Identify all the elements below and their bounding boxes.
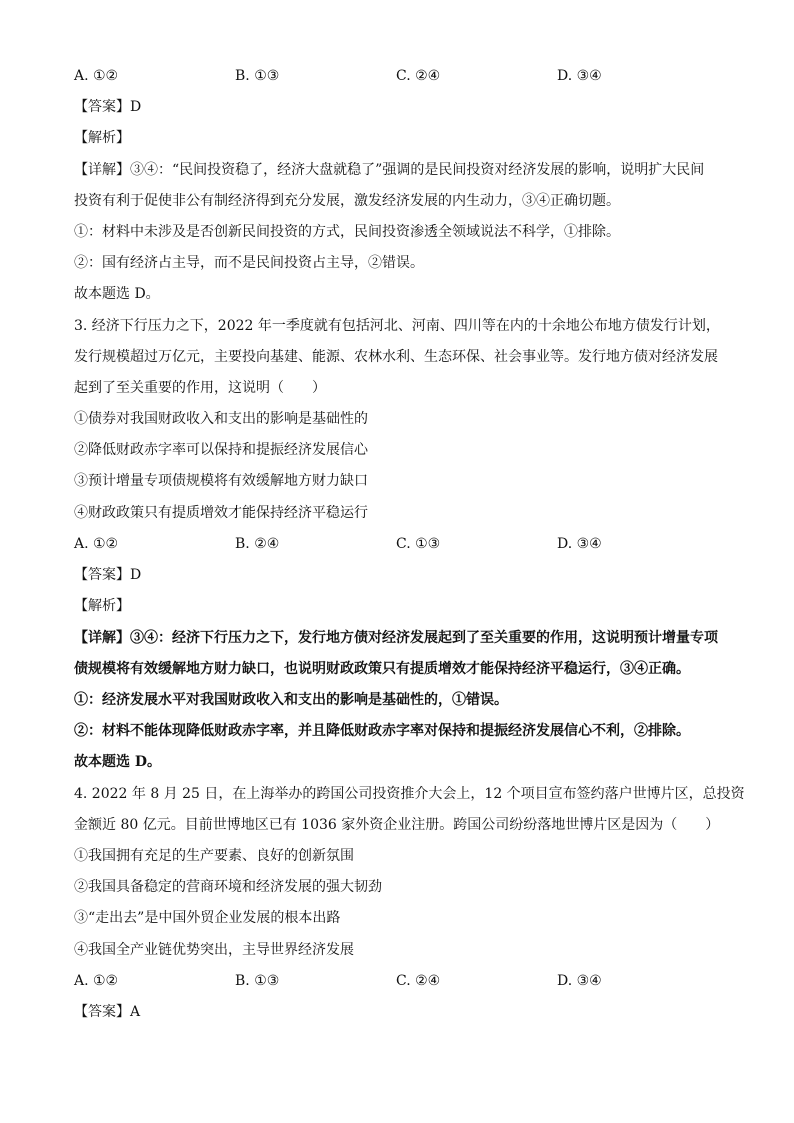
q4-item-3: ③“走出去”是中国外贸企业发展的根本出路 xyxy=(74,910,341,926)
q2-detail-4: ②：国有经济占主导，而不是民间投资占主导，②错误。 xyxy=(74,255,424,271)
q4-item-2: ②我国具备稳定的营商环境和经济发展的强大韧劲 xyxy=(74,879,382,895)
q2-answer: 【答案】D xyxy=(74,99,142,115)
option-c: C. ①③ xyxy=(396,536,441,552)
q3-detail-4: ②：材料不能体现降低财政赤字率，并且降低财政赤字率对保持和提振经济发展信心不利，②排除。 xyxy=(74,723,690,739)
q4-options xyxy=(74,971,720,991)
option-d: D. ③④ xyxy=(557,68,602,84)
q3-item-3: ③预计增量专项债规模将有效缓解地方财力缺口 xyxy=(74,473,368,489)
option-a: A. ①② xyxy=(74,536,119,552)
q3-conclusion: 故本题选 D。 xyxy=(74,754,162,770)
option-a: A. ①② xyxy=(74,973,119,989)
q3-detail-2: 债规模将有效缓解地方财力缺口，也说明财政政策只有提质增效才能保持经济平稳运行，③④正确。 xyxy=(74,661,690,677)
q2-detail-3: ①：材料中未涉及是否创新民间投资的方式，民间投资渗透全领域说法不科学，①排除。 xyxy=(74,224,620,240)
q3-detail-3: ①：经济发展水平对我国财政收入和支出的影响是基础性的，①错误。 xyxy=(74,692,508,708)
q3-stem-1: 3. 经济下行压力之下，2022 年一季度就有包括河北、河南、四川等在内的十余地公布地方债发行计划， xyxy=(74,318,720,334)
q2-options xyxy=(74,66,720,86)
q2-detail-2: 投资有利于促使非公有制经济得到充分发展，激发经济发展的内生动力，③④正确切题。 xyxy=(74,193,620,209)
option-b: B. ①③ xyxy=(235,68,280,84)
q3-options xyxy=(74,534,720,554)
option-d: D. ③④ xyxy=(557,536,602,552)
option-b: B. ①③ xyxy=(235,973,280,989)
q4-stem-2: 金额近 80 亿元。目前世博地区已有 1036 家外资企业注册。跨国公司纷纷落地世博片区是因为（ ） xyxy=(74,817,720,833)
q3-stem-3: 起到了至关重要的作用，这说明（ ） xyxy=(74,380,326,396)
q4-item-4: ④我国全产业链优势突出，主导世界经济发展 xyxy=(74,942,354,958)
q3-item-4: ④财政政策只有提质增效才能保持经济平稳运行 xyxy=(74,505,368,521)
q3-answer: 【答案】D xyxy=(74,567,142,583)
q3-stem-2: 发行规模超过万亿元，主要投向基建、能源、农林水利、生态环保、社会事业等。发行地方债对经济发展 xyxy=(74,349,718,365)
option-c: C. ②④ xyxy=(396,68,441,84)
q2-conclusion: 故本题选 D。 xyxy=(74,286,160,302)
q3-detail-1: 【详解】③④：经济下行压力之下，发行地方债对经济发展起到了至关重要的作用，这说明预计增量专项 xyxy=(74,630,718,646)
q3-analysis: 【解析】 xyxy=(74,598,130,614)
q3-item-2: ②降低财政赤字率可以保持和提振经济发展信心 xyxy=(74,442,368,458)
q2-analysis: 【解析】 xyxy=(74,130,130,146)
option-a: A. ①② xyxy=(74,68,119,84)
option-d: D. ③④ xyxy=(557,973,602,989)
q2-detail-1: 【详解】③④：“民间投资稳了，经济大盘就稳了”强调的是民间投资对经济发展的影响，说明扩大民间 xyxy=(74,162,705,178)
q3-item-1: ①债券对我国财政收入和支出的影响是基础性的 xyxy=(74,411,368,427)
q4-stem-1: 4. 2022 年 8 月 25 日，在上海举办的跨国公司投资推介大会上，12 个项目宣布签约落户世博片区，总投资 xyxy=(74,786,745,802)
option-b: B. ②④ xyxy=(235,536,280,552)
q4-item-1: ①我国拥有充足的生产要素、良好的创新氛围 xyxy=(74,848,354,864)
option-c: C. ②④ xyxy=(396,973,441,989)
q4-answer: 【答案】A xyxy=(74,1004,141,1020)
